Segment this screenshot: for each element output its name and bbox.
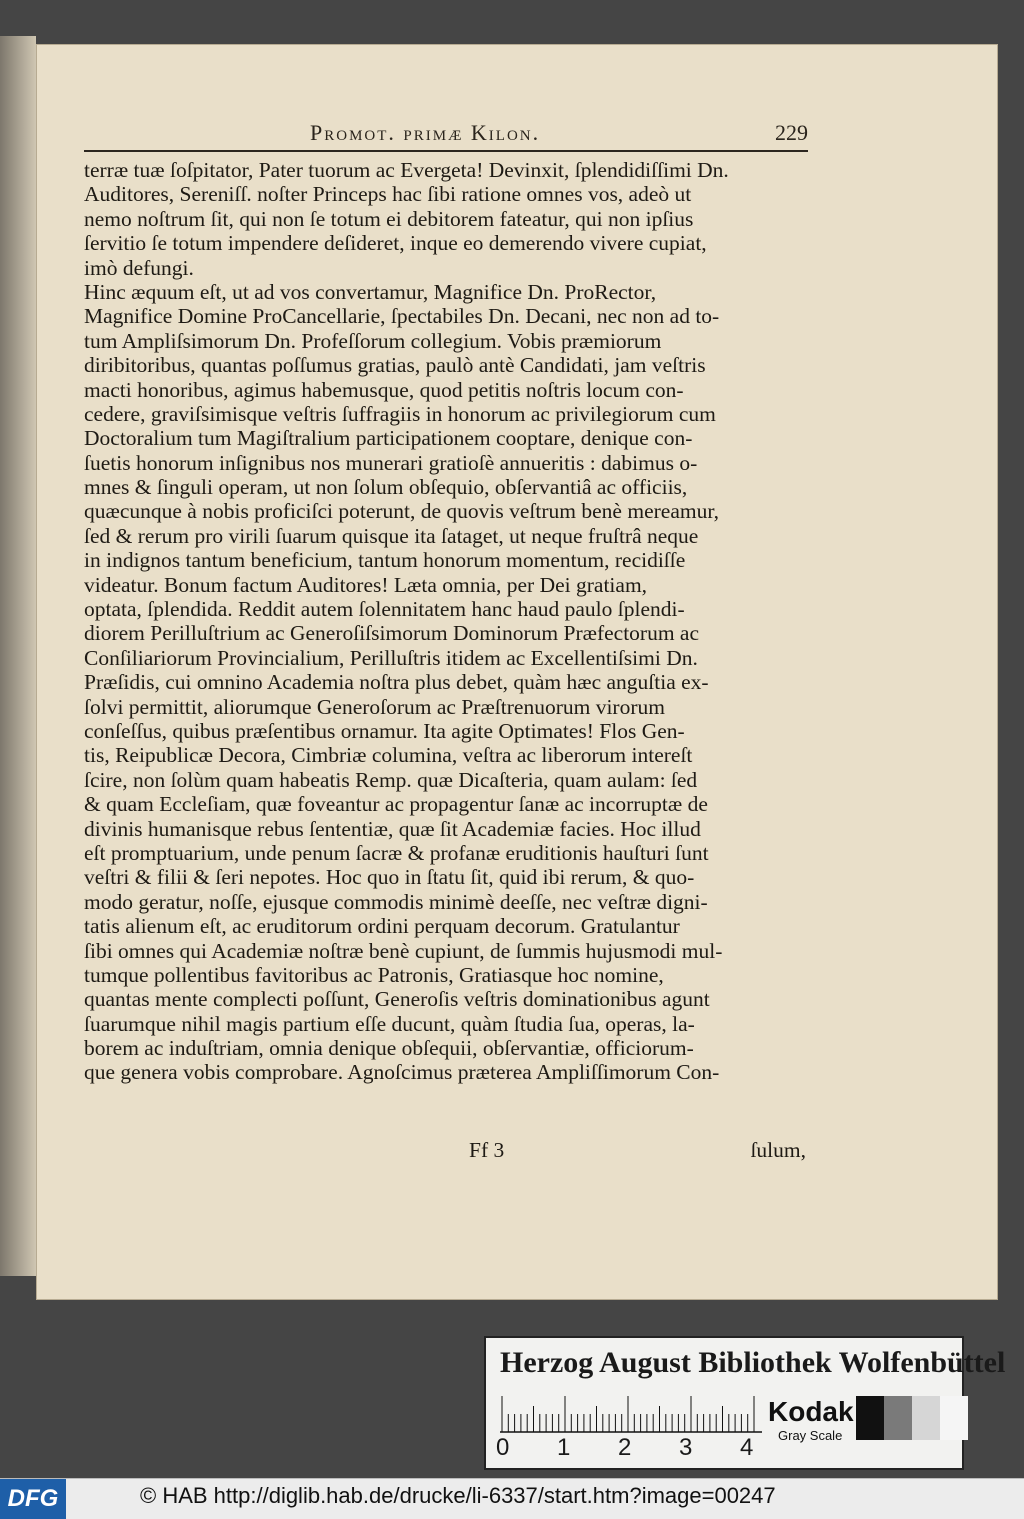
text-line: tum Ampliſsimorum Dn. Profeſſorum collegium. Vobis præmiorum	[84, 328, 662, 353]
text-line: ſibi omnes qui Academiæ noſtræ benè cupiunt, de ſummis hujusmodi mul-	[84, 938, 723, 963]
dfg-logo[interactable]: DFG	[0, 1479, 66, 1519]
text-line: Auditores, Sereniſſ. noſter Princeps hac ſibi ratione omnes vos, adeò ut	[84, 182, 692, 207]
ruler-number: 3	[679, 1434, 693, 1461]
text-line: in indignos tantum beneficium, tantum honorum momentum, recidiſſe	[84, 548, 686, 573]
ruler-number: 2	[618, 1434, 632, 1461]
text-line: cedere, graviſsimisque veſtris ſuffragiis in honorum ac privilegiorum cum	[84, 401, 716, 426]
text-line: quæcunque à nobis proficiſci poterunt, de quovis veſtrum benè mereamur,	[84, 499, 720, 524]
page-footer	[84, 1138, 810, 1166]
text-line: ſuarumque nihil magis partium eſſe ducunt, quàm ſtudia ſua, operas, la-	[84, 1011, 695, 1036]
text-line: quantas mente complecti poſſunt, Generoſis veſtris dominationibus agunt	[84, 987, 710, 1012]
text-line: tatis alienum eſt, ac eruditorum ordini perquam decorum. Gratulantur	[84, 914, 680, 939]
ruler-scale	[500, 1394, 762, 1434]
page-number: 229	[775, 120, 808, 145]
body-text	[84, 158, 810, 1085]
gray-swatch	[912, 1396, 940, 1440]
text-line: videatur. Bonum factum Auditores! Læta omnia, per Dei gratiam,	[84, 572, 648, 597]
ruler-number: 4	[740, 1434, 754, 1461]
grayscale-swatches	[856, 1396, 968, 1440]
running-head: Promot. primæ Kilon.	[310, 120, 541, 145]
text-line: ſed & rerum pro virili ſuarum quisque ita ſataget, ut neque fruſtrâ neque	[84, 523, 699, 548]
facing-page-edge	[0, 36, 36, 1276]
kodak-brand: Kodak	[768, 1396, 854, 1427]
viewer-footer	[0, 1478, 1024, 1519]
library-name: Herzog August Bibliothek Wolfenbüttel	[500, 1346, 1006, 1379]
text-line: borem ac induſtriam, omnia denique obſequii, obſervantiæ, officiorum-	[84, 1036, 694, 1061]
text-line: imò defungi.	[84, 255, 194, 280]
text-line: tis, Reipublicæ Decora, Cimbriæ columina, veſtra ac liberorum intereſt	[84, 743, 693, 768]
ruler-number: 0	[496, 1434, 510, 1461]
text-line: Doctoralium tum Magiſtralium participationem cooptare, denique con-	[84, 426, 693, 451]
text-line: diribitoribus, quantas poſſumus gratias, paulò antè Candidati, jam veſtris	[84, 353, 706, 378]
text-line: macti honoribus, agimus habemusque, quod petitis noſtris locum con-	[84, 377, 684, 402]
header-rule	[84, 150, 808, 152]
text-line: ſcire, non ſolùm quam habeatis Remp. quæ Dicaſteria, quam aulam: ſed	[84, 767, 698, 792]
ruler-numbers	[496, 1434, 776, 1462]
gray-swatch	[940, 1396, 968, 1440]
text-line: optata, ſplendida. Reddit autem ſolennitatem hanc haud paulo ſplendi-	[84, 597, 685, 622]
text-line: ſervitio ſe totum impendere deſideret, inque eo demerendo vivere cupiat,	[84, 231, 707, 256]
text-line: eſt promptuarium, unde penum ſacræ & profanæ eruditionis hauſturi ſunt	[84, 840, 709, 865]
gray-swatch	[884, 1396, 912, 1440]
text-line: terræ tuæ ſoſpitator, Pater tuorum ac Evergeta! Devinxit, ſplendidiſſimi Dn.	[84, 158, 729, 182]
text-line: & quam Eccleſiam, quæ foveantur ac propagentur ſanæ ac incorruptæ de	[84, 792, 708, 817]
text-line: Magnifice Domine ProCancellarie, ſpectabiles Dn. Decani, nec non ad to-	[84, 304, 720, 329]
page-header	[310, 118, 808, 150]
text-line: tumque pollentibus favitoribus ac Patronis, Gratiasque hoc nomine,	[84, 962, 664, 987]
signature-mark: Ff 3	[469, 1138, 505, 1162]
color-target-card	[484, 1336, 1006, 1470]
text-line: diorem Perilluſtrium ac Generoſiſsimorum Dominorum Præfectorum ac	[84, 621, 700, 646]
text-line: ſuetis honorum inſignibus nos munerari gratioſè annueritis : dabimus o-	[84, 450, 698, 475]
catchword: ſulum,	[750, 1138, 806, 1162]
gray-swatch	[856, 1396, 884, 1440]
ruler-ticks	[500, 1394, 762, 1434]
text-line: conſeſſus, quibus præſentibus ornamur. Ita agite Optimates! Flos Gen-	[84, 718, 685, 743]
copyright-link[interactable]: © HAB http://diglib.hab.de/drucke/li-6337/start.htm?image=00247	[140, 1483, 776, 1508]
text-line: Conſiliariorum Provincialium, Perilluſtris itidem ac Excellentiſsimi Dn.	[84, 645, 698, 670]
text-line: Hinc æquum eſt, ut ad vos convertamur, Magnifice Dn. ProRector,	[84, 279, 657, 304]
text-line: mnes & ſinguli operam, ut non ſolum obſequio, obſervantiâ ac officiis,	[84, 475, 688, 500]
text-line: Præſidis, cui omnino Academia noſtra plus debet, quàm hæc anguſtia ex-	[84, 670, 709, 695]
grayscale-label: Gray Scale	[778, 1428, 843, 1443]
text-line: ſolvi permittit, aliorumque Generoſorum ac Præſtrenuorum virorum	[84, 694, 665, 719]
text-line: divinis humanisque rebus ſententiæ, quæ ſit Academiæ facies. Hoc illud	[84, 816, 701, 841]
text-line: que genera vobis comprobare. Agnoſcimus præterea Ampliſſimorum Con-	[84, 1060, 720, 1085]
text-line: veſtri & filii & ſeri nepotes. Hoc quo in ſtatu ſit, quid ibi rerum, & quo-	[84, 865, 695, 890]
text-line: nemo noſtrum ſit, qui non ſe totum ei debitorem fateatur, qui non ipſius	[84, 206, 694, 231]
ruler-number: 1	[557, 1434, 571, 1461]
text-line: modo geratur, noſſe, ejusque commodis minimè deeſſe, nec veſtræ digni-	[84, 889, 708, 914]
